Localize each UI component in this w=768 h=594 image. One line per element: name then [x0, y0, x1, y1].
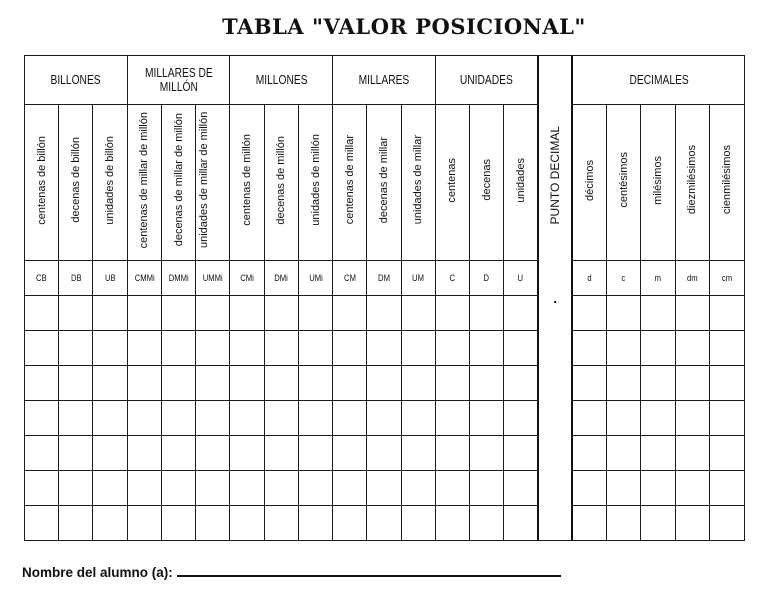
- group-header-row: [25, 56, 745, 105]
- punto-decimal-label: PUNTO DECIMAL: [548, 126, 563, 225]
- entry-cell[interactable]: [641, 331, 675, 366]
- entry-cell[interactable]: [572, 366, 606, 401]
- entry-cell[interactable]: [709, 366, 744, 401]
- group-billones: BILLONES: [25, 56, 128, 105]
- entry-cell[interactable]: [607, 296, 641, 331]
- entry-cell[interactable]: [435, 296, 469, 331]
- entry-cell[interactable]: [127, 436, 161, 471]
- entry-cell[interactable]: [196, 366, 230, 401]
- entry-cell[interactable]: [161, 471, 195, 506]
- entry-cell[interactable]: [367, 401, 401, 436]
- col-name: decenas de millar: [367, 105, 401, 261]
- student-name-label: Nombre del alumno (a):: [22, 565, 173, 580]
- col-name: decenas: [470, 105, 504, 261]
- col-abbr: DM: [367, 261, 401, 296]
- entry-cell[interactable]: [333, 506, 367, 541]
- entry-cell[interactable]: [333, 436, 367, 471]
- entry-cell[interactable]: [93, 436, 127, 471]
- entry-cell[interactable]: [127, 401, 161, 436]
- entry-cell[interactable]: [572, 331, 606, 366]
- group-millares-de-millon: MILLARES DE MILLÓN: [127, 56, 230, 105]
- entry-cell[interactable]: [161, 366, 195, 401]
- column-names-row: [25, 105, 745, 261]
- entry-cell[interactable]: [675, 401, 709, 436]
- entry-cell[interactable]: [607, 506, 641, 541]
- entry-cell[interactable]: [572, 471, 606, 506]
- entry-cell[interactable]: [196, 471, 230, 506]
- entry-cell[interactable]: [709, 436, 744, 471]
- entry-cell[interactable]: [161, 331, 195, 366]
- entry-cell[interactable]: [59, 436, 93, 471]
- entry-cell[interactable]: [572, 506, 606, 541]
- entry-cell[interactable]: [161, 401, 195, 436]
- entry-cell[interactable]: [572, 436, 606, 471]
- entry-cell[interactable]: [25, 331, 59, 366]
- entry-cell[interactable]: [367, 506, 401, 541]
- entry-cell[interactable]: [333, 366, 367, 401]
- entry-cell[interactable]: [230, 471, 264, 506]
- col-name: decenas de millar de millón: [161, 105, 195, 261]
- entry-cell[interactable]: [196, 296, 230, 331]
- col-name: unidades: [504, 105, 538, 261]
- entry-cell[interactable]: [127, 331, 161, 366]
- group-millones: MILLONES: [230, 56, 333, 105]
- col-abbr: dm: [675, 261, 709, 296]
- entry-cell[interactable]: [230, 366, 264, 401]
- entry-cell[interactable]: [641, 436, 675, 471]
- entry-cell[interactable]: [401, 296, 435, 331]
- entry-cell[interactable]: [298, 506, 332, 541]
- entry-cell[interactable]: [25, 436, 59, 471]
- col-abbr: CMMi: [127, 261, 161, 296]
- entry-cell[interactable]: [264, 471, 298, 506]
- col-name: decenas de millón: [264, 105, 298, 261]
- entry-cell[interactable]: [435, 331, 469, 366]
- entry-cell[interactable]: [333, 331, 367, 366]
- entry-cell[interactable]: [572, 401, 606, 436]
- entry-cell[interactable]: [59, 331, 93, 366]
- entry-cell[interactable]: [93, 471, 127, 506]
- col-abbr: CMi: [230, 261, 264, 296]
- entry-cell[interactable]: [93, 506, 127, 541]
- entry-cell[interactable]: [333, 471, 367, 506]
- entry-cell[interactable]: [435, 471, 469, 506]
- entry-cell[interactable]: [264, 331, 298, 366]
- entry-cell[interactable]: [230, 296, 264, 331]
- entry-cell[interactable]: [641, 366, 675, 401]
- entry-cell[interactable]: [709, 331, 744, 366]
- entry-cell[interactable]: [607, 436, 641, 471]
- entry-cell[interactable]: [298, 471, 332, 506]
- entry-cell[interactable]: [470, 436, 504, 471]
- entry-cell[interactable]: [641, 296, 675, 331]
- entry-cell[interactable]: [709, 471, 744, 506]
- col-abbr: CM: [333, 261, 367, 296]
- entry-cell[interactable]: [264, 366, 298, 401]
- entry-cell[interactable]: [504, 471, 538, 506]
- entry-cell[interactable]: [470, 366, 504, 401]
- entry-cell[interactable]: [230, 331, 264, 366]
- entry-cell[interactable]: [607, 366, 641, 401]
- decimal-point-symbol: .: [553, 290, 558, 307]
- col-name: unidades de millón: [298, 105, 332, 261]
- col-name: unidades de millar de millón: [196, 105, 230, 261]
- entry-cell[interactable]: [435, 506, 469, 541]
- col-abbr: U: [504, 261, 538, 296]
- entry-cell[interactable]: [607, 331, 641, 366]
- col-abbr: DB: [59, 261, 93, 296]
- table-row: [25, 401, 745, 436]
- entry-cell[interactable]: [333, 296, 367, 331]
- table-row: [25, 366, 745, 401]
- entry-cell[interactable]: [127, 296, 161, 331]
- entry-cell[interactable]: [675, 296, 709, 331]
- entry-cell[interactable]: [709, 506, 744, 541]
- entry-cell[interactable]: [504, 401, 538, 436]
- entry-cell[interactable]: [298, 331, 332, 366]
- entry-cell[interactable]: [298, 401, 332, 436]
- entry-cell[interactable]: [675, 331, 709, 366]
- entry-cell[interactable]: [401, 436, 435, 471]
- table-row: [25, 331, 745, 366]
- entry-cell[interactable]: [161, 296, 195, 331]
- col-name: centenas de millar de millón: [127, 105, 161, 261]
- entry-cell[interactable]: [709, 401, 744, 436]
- page-title: TABLA "VALOR POSICIONAL": [222, 14, 586, 39]
- entry-cell[interactable]: [470, 331, 504, 366]
- student-name-field: [22, 563, 561, 580]
- entry-cell[interactable]: [230, 506, 264, 541]
- col-abbr: cm: [709, 261, 744, 296]
- entry-cell[interactable]: [470, 401, 504, 436]
- col-name: milésimos: [641, 105, 675, 261]
- entry-cell[interactable]: [161, 436, 195, 471]
- entry-cell[interactable]: [333, 401, 367, 436]
- entry-cell[interactable]: [59, 366, 93, 401]
- col-abbr: m: [641, 261, 675, 296]
- entry-cell[interactable]: [435, 401, 469, 436]
- entry-cell[interactable]: [230, 436, 264, 471]
- entry-cell[interactable]: [470, 296, 504, 331]
- entry-cell[interactable]: [607, 471, 641, 506]
- col-abbr: c: [607, 261, 641, 296]
- col-abbr: C: [435, 261, 469, 296]
- entry-cell[interactable]: [127, 471, 161, 506]
- entry-cell[interactable]: [25, 366, 59, 401]
- entry-cell[interactable]: [367, 471, 401, 506]
- col-name: cienmilésimos: [709, 105, 744, 261]
- entry-cell[interactable]: [504, 506, 538, 541]
- entry-cell[interactable]: [367, 331, 401, 366]
- entry-cell[interactable]: [401, 366, 435, 401]
- entry-cell[interactable]: [59, 401, 93, 436]
- entry-cell[interactable]: [196, 331, 230, 366]
- table-row: [25, 296, 745, 331]
- entry-cell[interactable]: [607, 401, 641, 436]
- entry-cell[interactable]: [264, 436, 298, 471]
- col-name: unidades de billón: [93, 105, 127, 261]
- abbreviation-row: [25, 261, 745, 296]
- col-abbr: UM: [401, 261, 435, 296]
- entry-cell[interactable]: [675, 366, 709, 401]
- entry-cell[interactable]: [196, 506, 230, 541]
- entry-cell[interactable]: [93, 366, 127, 401]
- place-value-table: [24, 55, 745, 541]
- col-name: unidades de millar: [401, 105, 435, 261]
- table-row: [25, 436, 745, 471]
- entry-cell[interactable]: [367, 366, 401, 401]
- col-name: centenas: [435, 105, 469, 261]
- entry-cell[interactable]: [675, 471, 709, 506]
- entry-cell[interactable]: [435, 366, 469, 401]
- col-name: centenas de millar: [333, 105, 367, 261]
- entry-cell[interactable]: [298, 296, 332, 331]
- entry-cell[interactable]: [127, 506, 161, 541]
- punto-decimal-column: [538, 56, 572, 541]
- entry-cell[interactable]: [230, 401, 264, 436]
- entry-cell[interactable]: [93, 401, 127, 436]
- col-name: diezmilésimos: [675, 105, 709, 261]
- col-abbr: D: [470, 261, 504, 296]
- entry-cell[interactable]: [161, 506, 195, 541]
- table-row: [25, 506, 745, 541]
- entry-cell[interactable]: [641, 506, 675, 541]
- entry-cell[interactable]: [470, 506, 504, 541]
- entry-cell[interactable]: [196, 401, 230, 436]
- student-name-line[interactable]: [177, 563, 561, 577]
- entry-cell[interactable]: [504, 296, 538, 331]
- entry-cell[interactable]: [264, 296, 298, 331]
- entry-cell[interactable]: [401, 331, 435, 366]
- entry-cell[interactable]: [196, 436, 230, 471]
- entry-cell[interactable]: [127, 366, 161, 401]
- entry-cell[interactable]: [504, 331, 538, 366]
- table-row: [25, 471, 745, 506]
- entry-cell[interactable]: [401, 401, 435, 436]
- entry-cell[interactable]: [264, 401, 298, 436]
- col-abbr: UB: [93, 261, 127, 296]
- entry-cell[interactable]: [264, 506, 298, 541]
- entry-cell[interactable]: [675, 506, 709, 541]
- entry-cell[interactable]: [25, 401, 59, 436]
- col-name: decenas de billón: [59, 105, 93, 261]
- entry-cell[interactable]: [25, 296, 59, 331]
- col-name: centenas de millón: [230, 105, 264, 261]
- entry-cell[interactable]: [435, 436, 469, 471]
- entry-cell[interactable]: [470, 471, 504, 506]
- entry-cell[interactable]: [25, 471, 59, 506]
- col-abbr: DMi: [264, 261, 298, 296]
- entry-cell[interactable]: [59, 471, 93, 506]
- entry-cell[interactable]: [367, 296, 401, 331]
- entry-cell[interactable]: [675, 436, 709, 471]
- col-abbr: CB: [25, 261, 59, 296]
- col-abbr: d: [572, 261, 606, 296]
- entry-cell[interactable]: [59, 296, 93, 331]
- entry-cell[interactable]: [504, 366, 538, 401]
- group-unidades: UNIDADES: [435, 56, 538, 105]
- entry-cell[interactable]: [709, 296, 744, 331]
- entry-cell[interactable]: [401, 471, 435, 506]
- entry-cell[interactable]: [572, 296, 606, 331]
- col-abbr: DMMi: [161, 261, 195, 296]
- entry-cell[interactable]: [25, 506, 59, 541]
- entry-cell[interactable]: [367, 436, 401, 471]
- col-name: décimos: [572, 105, 606, 261]
- col-abbr: UMMi: [196, 261, 230, 296]
- entry-cell[interactable]: [298, 366, 332, 401]
- col-abbr: UMi: [298, 261, 332, 296]
- entry-cell[interactable]: [641, 471, 675, 506]
- col-name: centenas de billón: [25, 105, 59, 261]
- entry-cell[interactable]: [641, 401, 675, 436]
- entry-cell[interactable]: [298, 436, 332, 471]
- group-millares: MILLARES: [333, 56, 436, 105]
- entry-cell[interactable]: [401, 506, 435, 541]
- entry-cell[interactable]: [93, 331, 127, 366]
- group-decimales: DECIMALES: [572, 56, 744, 105]
- entry-cell[interactable]: [504, 436, 538, 471]
- entry-cell[interactable]: [93, 296, 127, 331]
- col-name: centésimos: [607, 105, 641, 261]
- entry-cell[interactable]: [59, 506, 93, 541]
